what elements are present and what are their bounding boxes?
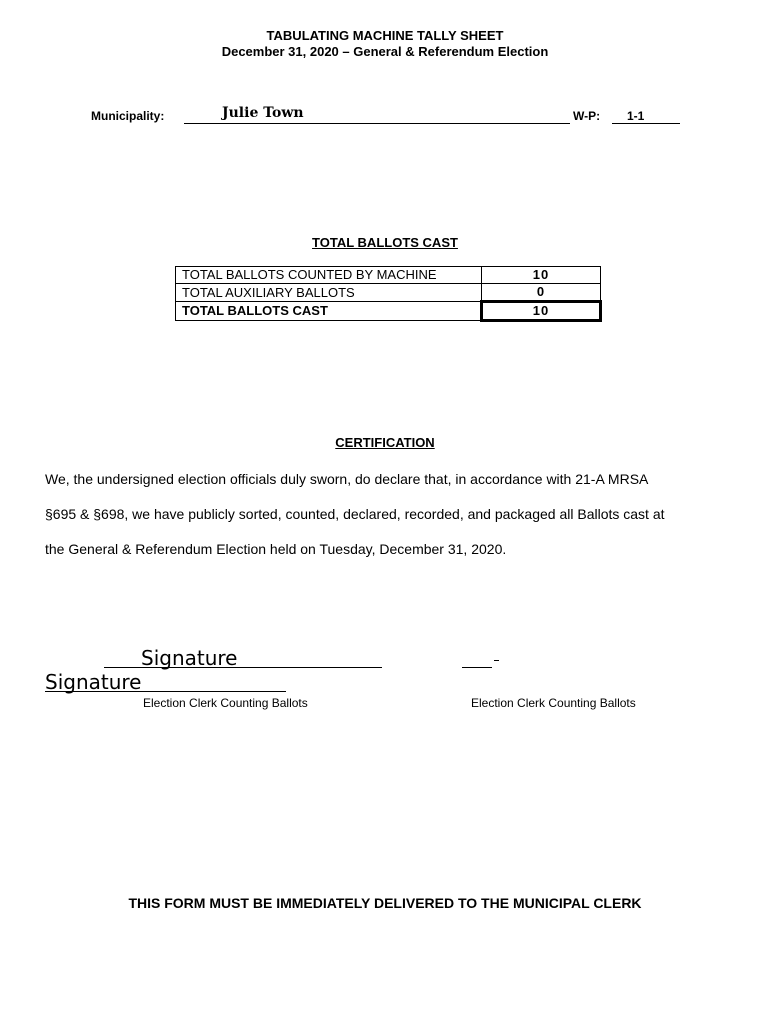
delivery-notice: THIS FORM MUST BE IMMEDIATELY DELIVERED TO THE MUNICIPAL CLERK (128, 895, 642, 911)
left-signature[interactable]: Signature (141, 646, 238, 670)
certification-text (45, 462, 735, 567)
row-label-auxiliary: TOTAL AUXILIARY BALLOTS (176, 284, 482, 302)
wp-label: W-P: (573, 109, 601, 123)
certification-heading: CERTIFICATION (335, 435, 435, 450)
tally-table (175, 266, 602, 322)
row-label-machine: TOTAL BALLOTS COUNTED BY MACHINE (176, 267, 482, 284)
municipality-field[interactable]: Julie Town (222, 105, 304, 121)
municipality-label: Municipality: (91, 109, 165, 123)
right-signature-caption: Election Clerk Counting Ballots (471, 696, 636, 710)
table-row (176, 302, 601, 321)
row-value-total[interactable]: 10 (482, 302, 601, 321)
table-row (176, 284, 601, 302)
wp-field[interactable]: 1-1 (627, 109, 645, 123)
row-label-total: TOTAL BALLOTS CAST (176, 302, 482, 321)
right-signature-dash (494, 660, 499, 661)
certification-line-1: We, the undersigned election officials duly sworn, do declare that, in accordance with 21-A MRSA (45, 471, 649, 487)
table-row (176, 267, 601, 284)
right-signature-line (462, 667, 492, 668)
left-signature-caption: Election Clerk Counting Ballots (143, 696, 308, 710)
form-header (0, 28, 770, 60)
wp-underline (612, 123, 680, 124)
second-signature[interactable]: Signature (45, 670, 142, 694)
certification-line-3: the General & Referendum Election held on Tuesday, December 31, 2020. (45, 541, 507, 557)
municipality-row (91, 106, 691, 126)
certification-line-2: §695 & §698, we have publicly sorted, counted, declared, recorded, and packaged all Ballots cast at (45, 506, 665, 522)
row-value-machine[interactable]: 10 (482, 267, 601, 284)
form-subtitle: December 31, 2020 – General & Referendum Election (221, 44, 549, 59)
form-title: TABULATING MACHINE TALLY SHEET (266, 28, 504, 43)
municipality-underline (184, 123, 570, 124)
tally-heading: TOTAL BALLOTS CAST (312, 235, 458, 250)
row-value-auxiliary[interactable]: 0 (482, 284, 601, 302)
